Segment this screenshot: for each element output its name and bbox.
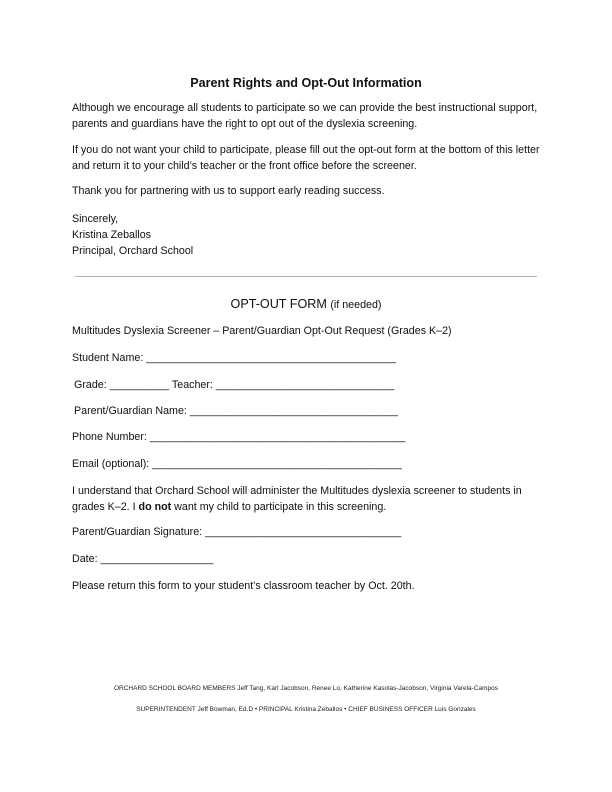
form-subtitle: Multitudes Dyslexia Screener – Parent/Guardian Opt-Out Request (Grades K–2) — [72, 325, 452, 337]
date-blank[interactable]: ___________________ — [100, 553, 214, 565]
signature-field-blank[interactable]: _________________________________ — [205, 526, 402, 538]
student-name-blank[interactable]: __________________________________________ — [146, 352, 396, 364]
page-title: Parent Rights and Opt-Out Information — [190, 76, 422, 90]
email-field[interactable] — [72, 458, 402, 470]
signature-role: Principal, Orchard School — [72, 245, 194, 257]
teacher-blank[interactable]: ______________________________ — [215, 379, 395, 391]
form-title — [0, 297, 612, 311]
phone-label: Phone Number: — [72, 431, 147, 443]
signature-field[interactable] — [72, 526, 401, 538]
signature-field-label: Parent/Guardian Signature: — [72, 526, 203, 538]
student-name-label: Student Name: — [72, 352, 144, 364]
opt-out-statement — [72, 484, 542, 515]
phone-blank[interactable]: ___________________________________________ — [149, 431, 406, 443]
email-blank[interactable]: __________________________________________ — [152, 458, 402, 470]
email-label: Email (optional): — [72, 458, 150, 470]
statement-text-end: want my child to participate in this screening. — [171, 500, 387, 513]
return-instructions: Please return this form to your student’s classroom teacher by Oct. 20th. — [72, 580, 415, 592]
signature-block — [72, 211, 542, 259]
footer-leadership: SUPERINTENDENT Jeff Bowman, Ed.D • PRINCIPAL Kristina Zeballos • CHIEF BUSINESS OFFICER Luis Gonzales — [136, 706, 476, 713]
statement-emphasis: do not — [138, 500, 172, 513]
statement-text-start: I understand that Orchard School will administer the Multitudes dyslexia screener to students in grades K–2. I — [72, 485, 522, 513]
intro-paragraph: Although we encourage all students to participate so we can provide the best instructional support, parents and guardians have the right to opt out of the dyslexia screening. — [72, 102, 538, 130]
instructions-paragraph: If you do not want your child to participate, please fill out the opt-out form at the bottom of this letter and return it to your child’s teacher or the front office before the screener. — [72, 144, 540, 172]
phone-field[interactable] — [72, 431, 405, 443]
grade-teacher-row — [74, 379, 394, 391]
date-label: Date: — [72, 553, 98, 565]
form-title-text: OPT-OUT FORM — [230, 297, 327, 311]
footer-board-members: ORCHARD SCHOOL BOARD MEMBERS Jeff Tang, Karl Jacobson, Renee Lo, Katherine Kasolas-Jacobson, Virginia Varela-Campos — [113, 685, 499, 692]
thanks-paragraph: Thank you for partnering with us to support early reading success. — [72, 185, 385, 197]
form-title-note: (if needed) — [330, 299, 382, 311]
student-name-field[interactable] — [72, 352, 396, 364]
parent-name-label: Parent/Guardian Name: — [74, 405, 187, 417]
signature-name: Kristina Zeballos — [72, 229, 152, 241]
parent-name-blank[interactable]: ___________________________________ — [189, 405, 398, 417]
signature-closing: Sincerely, — [72, 213, 119, 225]
grade-blank[interactable]: __________ — [109, 379, 170, 391]
parent-name-field[interactable] — [74, 405, 398, 417]
section-divider — [75, 276, 537, 277]
teacher-label: Teacher: — [171, 379, 213, 391]
date-field[interactable] — [72, 553, 213, 565]
grade-label: Grade: — [74, 379, 107, 391]
